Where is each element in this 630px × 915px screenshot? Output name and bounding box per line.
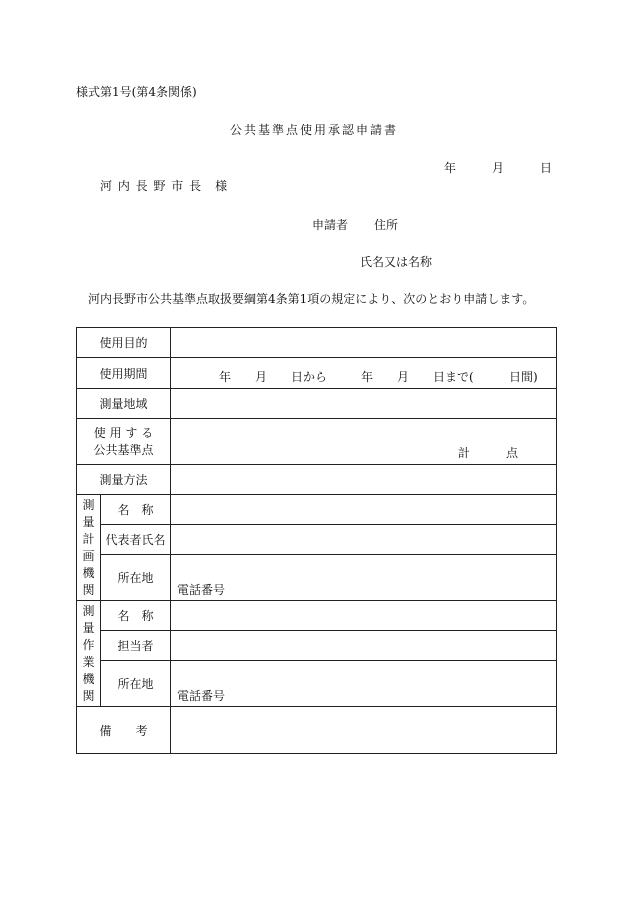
- working-name-label: 名 称: [101, 601, 171, 631]
- period-start-day: 日から: [291, 370, 328, 384]
- planning-name-label: 名 称: [101, 495, 171, 525]
- purpose-label: 使用目的: [77, 328, 171, 358]
- area-label: 測量地域: [77, 389, 171, 419]
- period-end-year: 年: [361, 370, 374, 384]
- period-label: 使用期間: [77, 358, 171, 389]
- planning-name-field[interactable]: [171, 495, 557, 525]
- addressee: 河 内 長 野 市 長 様: [100, 179, 229, 193]
- working-person-label: 担当者: [101, 631, 171, 661]
- document-title: 公共基準点使用承認申請書: [230, 123, 399, 137]
- working-location-label: 所在地: [101, 661, 171, 707]
- statement: 河内長野市公共基準点取扱要綱第4条第1項の規定により、次のとおり申請します。: [88, 292, 535, 306]
- planning-representative-field[interactable]: [171, 525, 557, 555]
- period-start-year: 年: [219, 370, 232, 384]
- points-field[interactable]: [171, 419, 557, 465]
- working-location-field[interactable]: [171, 661, 557, 707]
- period-field[interactable]: [171, 358, 557, 389]
- points-label-line1: 使 用 す る: [93, 425, 154, 440]
- points-label-line2: 公共基準点: [93, 442, 154, 457]
- purpose-field[interactable]: [171, 328, 557, 358]
- method-label: 測量方法: [77, 465, 171, 495]
- working-person-field[interactable]: [171, 631, 557, 661]
- remarks-field[interactable]: [171, 707, 557, 754]
- points-label: [77, 419, 171, 465]
- method-field[interactable]: [171, 465, 557, 495]
- period-end-day: 日まで(: [433, 370, 474, 384]
- points-unit: 点: [506, 446, 519, 460]
- date-month: 月: [492, 161, 505, 175]
- period-end-month: 月: [397, 370, 410, 384]
- address-label: 住所: [374, 218, 399, 232]
- planning-location-field[interactable]: [171, 555, 557, 601]
- points-total-label: 計: [458, 446, 471, 460]
- working-org-label: 測 量 作 業 機 関: [77, 601, 101, 707]
- working-name-field[interactable]: [171, 601, 557, 631]
- planning-org-label: 測 量 計 画 機 関: [77, 495, 101, 601]
- period-start-month: 月: [255, 370, 268, 384]
- name-label: 氏名又は名称: [360, 255, 433, 269]
- applicant-label: 申請者: [312, 218, 349, 232]
- area-field[interactable]: [171, 389, 557, 419]
- application-table: [76, 327, 557, 754]
- form-number: 様式第1号(第4条関係): [76, 85, 197, 99]
- planning-location-label: 所在地: [101, 555, 171, 601]
- remarks-label: 備 考: [77, 707, 171, 754]
- date-day: 日: [540, 161, 553, 175]
- planning-representative-label: 代表者氏名: [101, 525, 171, 555]
- period-days: 日間): [509, 370, 538, 384]
- date-year: 年: [444, 161, 457, 175]
- planning-phone-label: 電話番号: [177, 583, 226, 597]
- working-phone-label: 電話番号: [177, 689, 226, 703]
